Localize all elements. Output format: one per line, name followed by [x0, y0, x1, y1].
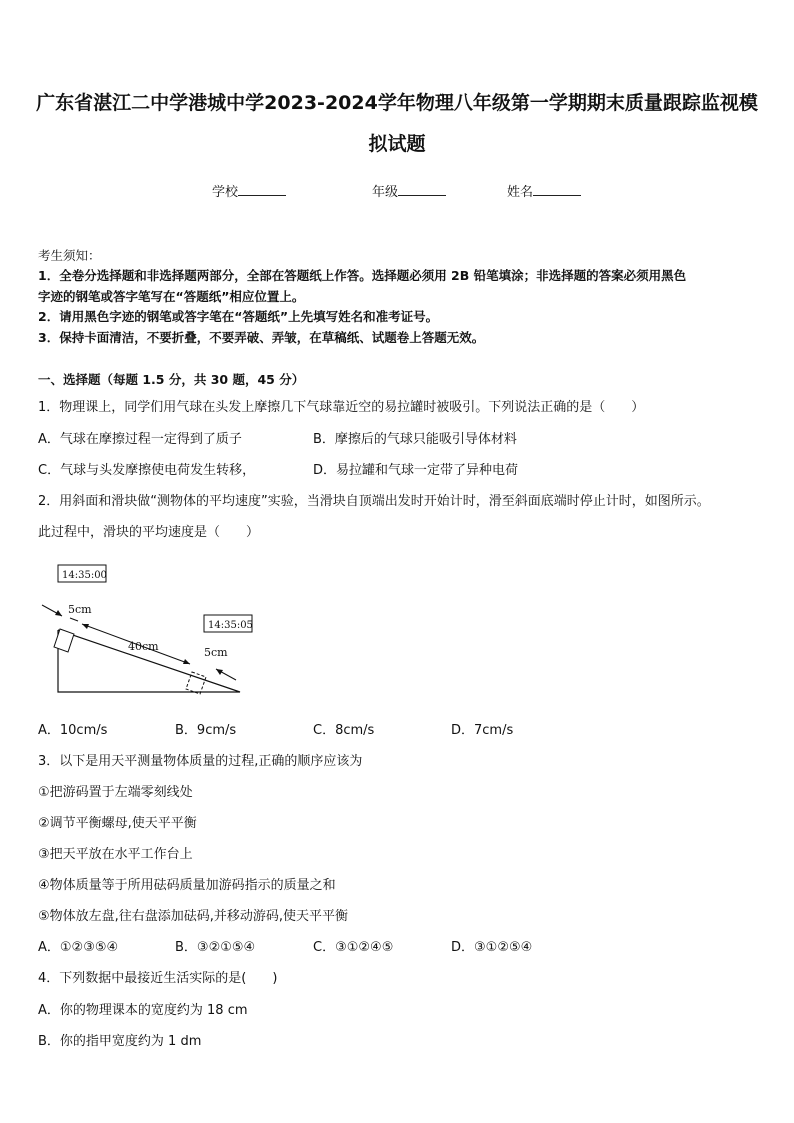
q3-step-5: ⑤物体放左盘,往右盘添加砝码,并移动游码,使天平平衡: [38, 909, 349, 924]
q3-option-c: C．③①②④⑤: [313, 940, 394, 955]
school-field: [212, 181, 286, 200]
q3-option-d: D．③①②⑤④: [451, 940, 533, 955]
q2-option-d: D．7cm/s: [451, 723, 514, 738]
notice-item-2: 2．请用黑色字迹的钢笔或答字笔在“答题纸”上先填写姓名和准考证号。: [38, 309, 439, 324]
block-start: [54, 629, 74, 652]
q2-stem-line2: 此过程中，滑块的平均速度是（ ）: [38, 525, 260, 540]
q3-stem: 3．以下是用天平测量物体质量的过程,正确的顺序应该为: [38, 754, 363, 769]
q1-option-a: A．气球在摩擦过程一定得到了质子: [38, 432, 242, 447]
q3-step-4: ④物体质量等于所用砝码质量加游码指示的质量之和: [38, 878, 336, 893]
q1-option-b: B．摩擦后的气球只能吸引导体材料: [313, 432, 517, 447]
q2-option-b: B．9cm/s: [175, 723, 237, 738]
q3-step-3: ③把天平放在水平工作台上: [38, 847, 193, 862]
grade-field: [372, 181, 446, 200]
q4-option-a: A．你的物理课本的宽度约为 18 cm: [38, 1003, 248, 1018]
q3-step-1: ①把游码置于左端零刻线处: [38, 785, 193, 800]
grade-blank: [398, 183, 446, 196]
q3-option-a: A．①②③⑤④: [38, 940, 119, 955]
q2-option-a: A．10cm/s: [38, 723, 108, 738]
document-title-line2: 拟试题: [368, 133, 426, 155]
notice-item-1a: 1．全卷分选择题和非选择题两部分，全部在答题纸上作答。选择题必须用 2B 铅笔填涂；非选择题的答案必须用黑色: [38, 268, 687, 283]
length-bottom-label: 5cm: [204, 646, 228, 659]
q1-option-d: D．易拉罐和气球一定带了异种电荷: [313, 463, 519, 478]
end-time-label: 14:35:05: [208, 620, 253, 631]
notice-heading: 考生须知：: [38, 248, 101, 263]
q1-option-c: C．气球与头发摩擦使电荷发生转移，: [38, 463, 256, 478]
q3-option-b: B．③②①⑤④: [175, 940, 256, 955]
section-heading: 一、选择题（每题 1.5 分，共 30 题，45 分）: [38, 372, 305, 387]
block-end: [186, 672, 206, 694]
incline-figure: [40, 560, 260, 700]
q3-step-2: ②调节平衡螺母,使天平平衡: [38, 816, 197, 831]
length-top-label: 5cm: [68, 603, 92, 616]
name-field: [507, 181, 581, 200]
name-blank: [533, 183, 581, 196]
q2-stem-line1: 2．用斜面和滑块做“测物体的平均速度”实验，当滑块自顶端出发时开始计时，滑至斜面底端时停止计时，如图所示。: [38, 494, 710, 509]
start-time-label: 14:35:00: [62, 570, 107, 581]
dim-top-line: [70, 618, 78, 621]
name-label: 姓名: [507, 185, 534, 200]
q1-stem: 1．物理课上，同学们用气球在头发上摩擦几下气球靠近空的易拉罐时被吸引。下列说法正确的是（ ）: [38, 400, 645, 415]
dim-mid-head-left: [82, 624, 89, 629]
grade-label: 年级: [372, 185, 399, 200]
school-label: 学校: [212, 185, 239, 200]
q4-stem: 4．下列数据中最接近生活实际的是( ): [38, 971, 278, 986]
school-blank: [238, 183, 286, 196]
notice-item-3: 3．保持卡面清洁，不要折叠，不要弄破、弄皱，在草稿纸、试题卷上答题无效。: [38, 330, 485, 345]
length-mid-label: 40cm: [128, 640, 159, 653]
q2-option-c: C．8cm/s: [313, 723, 375, 738]
notice-item-1b: 字迹的钢笔或答字笔写在“答题纸”相应位置上。: [38, 289, 305, 304]
dim-mid-head-right: [183, 659, 190, 664]
document-title-line1: 广东省湛江二中学港城中学2023-2024学年物理八年级第一学期期末质量跟踪监视模: [36, 92, 758, 114]
q4-option-b: B．你的指甲宽度约为 1 dm: [38, 1034, 202, 1049]
